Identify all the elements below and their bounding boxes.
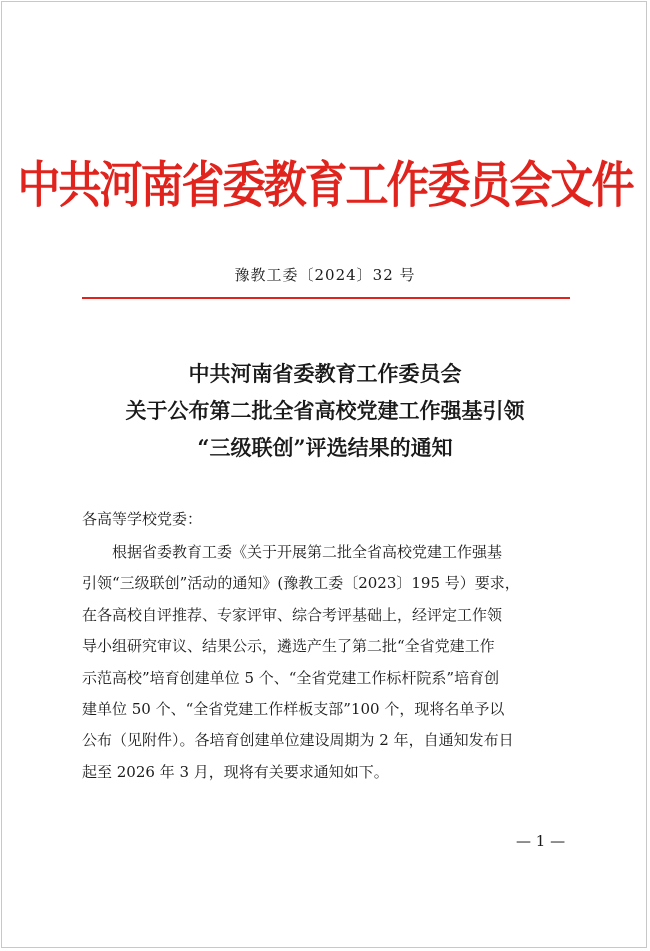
page-number: — 1 —	[516, 832, 566, 850]
title-line-1: 中共河南省委教育工作委员会	[188, 361, 462, 386]
body-line: 导小组研究审议、结果公示，遴选产生了第二批“全省党建工作	[82, 637, 495, 656]
body-line: 在各高校自评推荐、专家评审、综合考评基础上，经评定工作领	[82, 605, 503, 624]
body-line: 根据省委教育工委《关于开展第二批全省高校党建工作强基	[112, 543, 503, 561]
document-masthead: 中共河南省委教育工作委员会文件	[17, 157, 633, 215]
document-number: 豫教工委〔2024〕32 号	[234, 266, 416, 284]
body-line: 起至 2026 年 3 月，现将有关要求通知如下。	[82, 762, 389, 781]
title-line-2: 关于公布第二批全省高校党建工作强基引领	[125, 398, 525, 423]
red-divider-line	[82, 297, 570, 299]
body-line: 示范高校”培育创建单位 5 个、“全省党建工作标杆院系”培育创	[82, 668, 500, 687]
body-paragraph	[82, 537, 574, 788]
document-title	[0, 355, 650, 466]
body-line: 建单位 50 个、“全省党建工作样板支部”100 个，现将名单予以	[82, 700, 505, 719]
salutation: 各高等学校党委：	[82, 510, 203, 528]
page-border	[1, 1, 647, 948]
body-line: 公布（见附件）。各培育创建单位建设周期为 2 年，自通知发布日	[82, 731, 514, 750]
title-line-3: “三级联创”评选结果的通知	[197, 435, 453, 460]
body-line: 引领“三级联创”活动的通知》(豫教工委〔2023〕195 号）要求，	[82, 574, 520, 593]
